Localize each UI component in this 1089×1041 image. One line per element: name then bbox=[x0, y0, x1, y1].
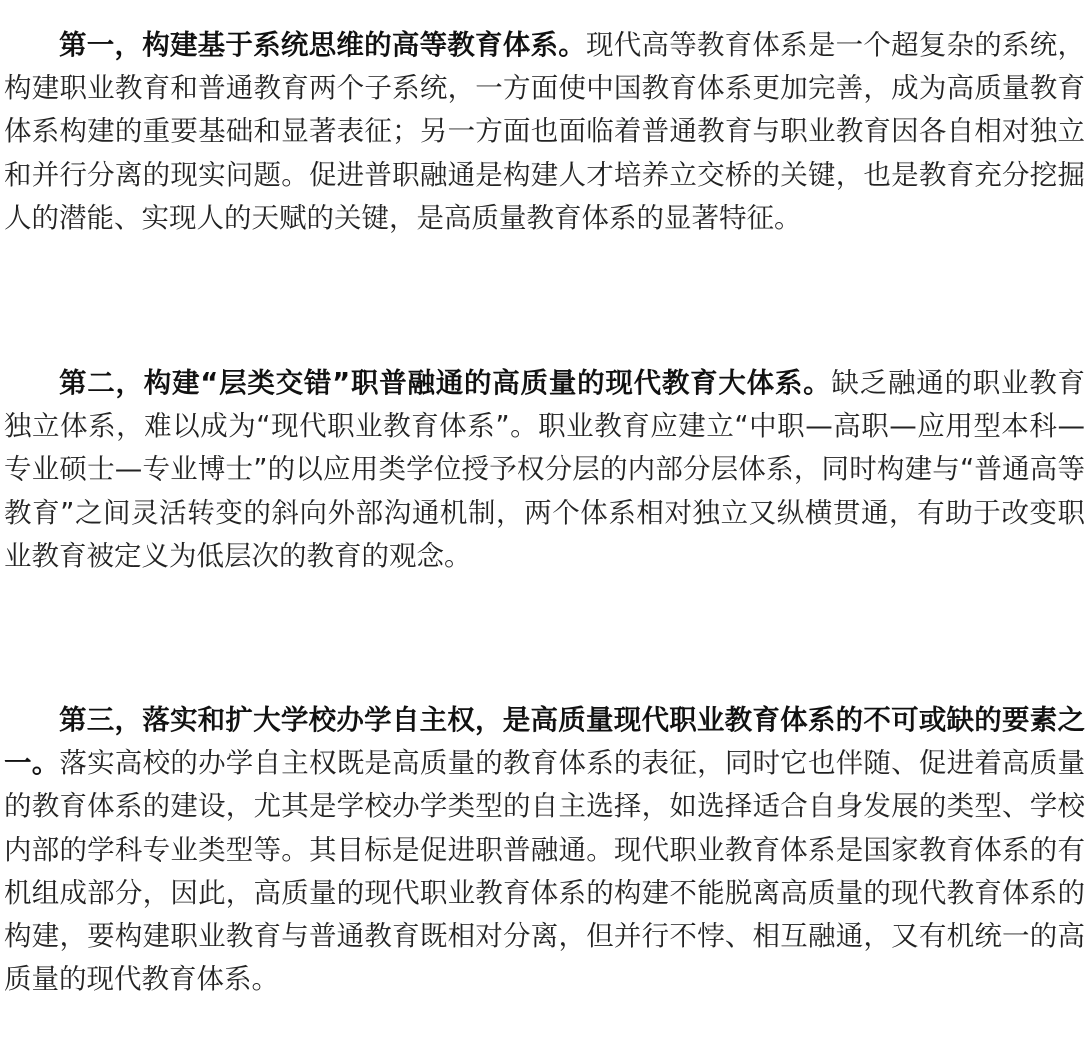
paragraph-3-lead: 第三，落实和扩大学校办学自主权，是高质量现代职业教育体系的不可或缺的要素之一。 bbox=[4, 704, 1085, 780]
paragraph-1-body: 现代高等教育体系是一个超复杂的系统，构建职业教育和普通教育两个子系统，一方面使中国教育体系更加完善，成为高质量教育体系构建的重要基础和显著表征；另一方面也面临着普通教育与职业教育因各自相对独立和并行分离的现实问题。促进普职融通是构建人才培养立交桥的关键，也是教育充分挖掘人的潜能、实现人的天赋的关键，是高质量教育体系的显著特征。 bbox=[4, 29, 1085, 234]
paragraph-2-lead: 第二，构建“层类交错”职普融通的高质量的现代教育大体系。 bbox=[59, 367, 832, 399]
paragraph-3 bbox=[4, 699, 1085, 1001]
paragraph-2-body: 缺乏融通的职业教育独立体系，难以成为“现代职业教育体系”。职业教育应建立“中职—高职—应用型本科—专业硕士—专业博士”的以应用类学位授予权分层的内部分层体系，同时构建与“普通高等教育”之间灵活转变的斜向外部沟通机制，两个体系相对独立又纵横贯通，有助于改变职业教育被定义为低层次的教育的观念。 bbox=[4, 367, 1085, 572]
paragraph-2 bbox=[4, 362, 1085, 578]
paragraph-3-body: 落实高校的办学自主权既是高质量的教育体系的表征，同时它也伴随、促进着高质量的教育体系的建设，尤其是学校办学类型的自主选择，如选择适合自身发展的类型、学校内部的学科专业类型等。其目标是促进职普融通。现代职业教育体系是国家教育体系的有机组成部分，因此，高质量的现代职业教育体系的构建不能脱离高质量的现代教育体系的构建，要构建职业教育与普通教育既相对分离，但并行不悖、相互融通，又有机统一的高质量的现代教育体系。 bbox=[4, 747, 1086, 996]
paragraph-1-lead: 第一，构建基于系统思维的高等教育体系。 bbox=[59, 29, 586, 61]
paragraph-1 bbox=[4, 24, 1085, 240]
